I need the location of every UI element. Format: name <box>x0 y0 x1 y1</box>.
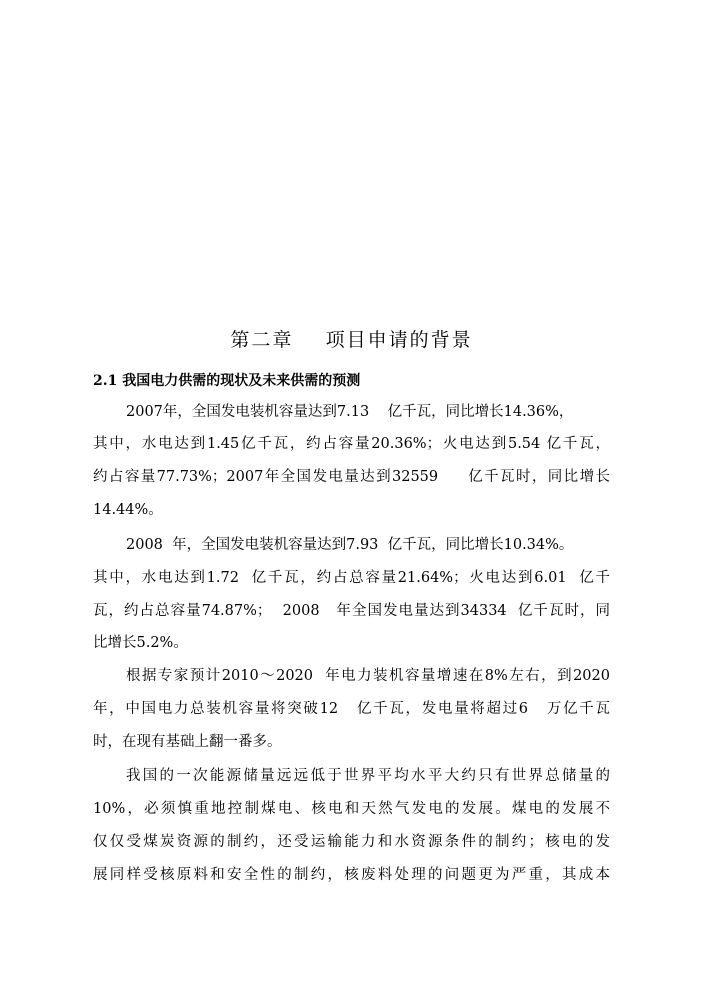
chapter-title: 第二章 项目申请的背景 <box>230 329 473 351</box>
paragraph-1-line-1: 2007年，全国发电装机容量达到7.13 亿千瓦，同比增长14.36%， <box>126 404 574 420</box>
paragraph-2-line-4: 比增长5.2%。 <box>93 635 188 651</box>
paragraph-3-line-3: 时，在现有基础上翻一番多。 <box>93 734 282 750</box>
paragraph-4-line-3: 仅仅受煤炭资源的制约，还受运输能力和水资源条件的制约；核电的发 <box>93 834 610 850</box>
paragraph-4-line-4: 展同样受核原料和安全性的制约，核废料处理的问题更为严重，其成本 <box>93 867 610 883</box>
section-title: 我国电力供需的现状及未来供需的预测 <box>122 373 361 389</box>
paragraph-1-line-2: 其中，水电达到1.45亿千瓦，约占容量20.36%；火电达到5.54 亿千瓦， <box>93 436 610 452</box>
section-number: 2.1 <box>93 373 118 389</box>
section-heading <box>93 369 360 393</box>
paragraph-3-line-2: 年，中国电力总装机容量将突破12 亿千瓦，发电量将超过6 万亿千瓦 <box>93 701 610 717</box>
paragraph-2-line-1: 2008 年，全国发电装机容量达到7.93 亿千瓦，同比增长10.34%。 <box>126 537 574 553</box>
paragraph-3-line-1: 根据专家预计2010～2020 年电力装机容量增速在8%左右，到2020 <box>126 668 610 684</box>
paragraph-4-line-1: 我国的一次能源储量远远低于世界平均水平大约只有世界总储量的 <box>126 768 610 784</box>
paragraph-1-line-4: 14.44%。 <box>93 502 163 518</box>
paragraph-4-line-2: 10%，必须慎重地控制煤电、核电和天然气发电的发展。煤电的发展不 <box>93 801 610 817</box>
paragraph-1-line-3: 约占容量77.73%；2007年全国发电量达到32559 亿千瓦时，同比增长 <box>93 469 610 485</box>
paragraph-2-line-3: 瓦，约占总容量74.87%； 2008 年全国发电量达到34334 亿千瓦时，同 <box>93 603 610 619</box>
paragraph-2-line-2: 其中，水电达到1.72 亿千瓦，约占总容量21.64%；火电达到6.01 亿千 <box>93 570 610 586</box>
